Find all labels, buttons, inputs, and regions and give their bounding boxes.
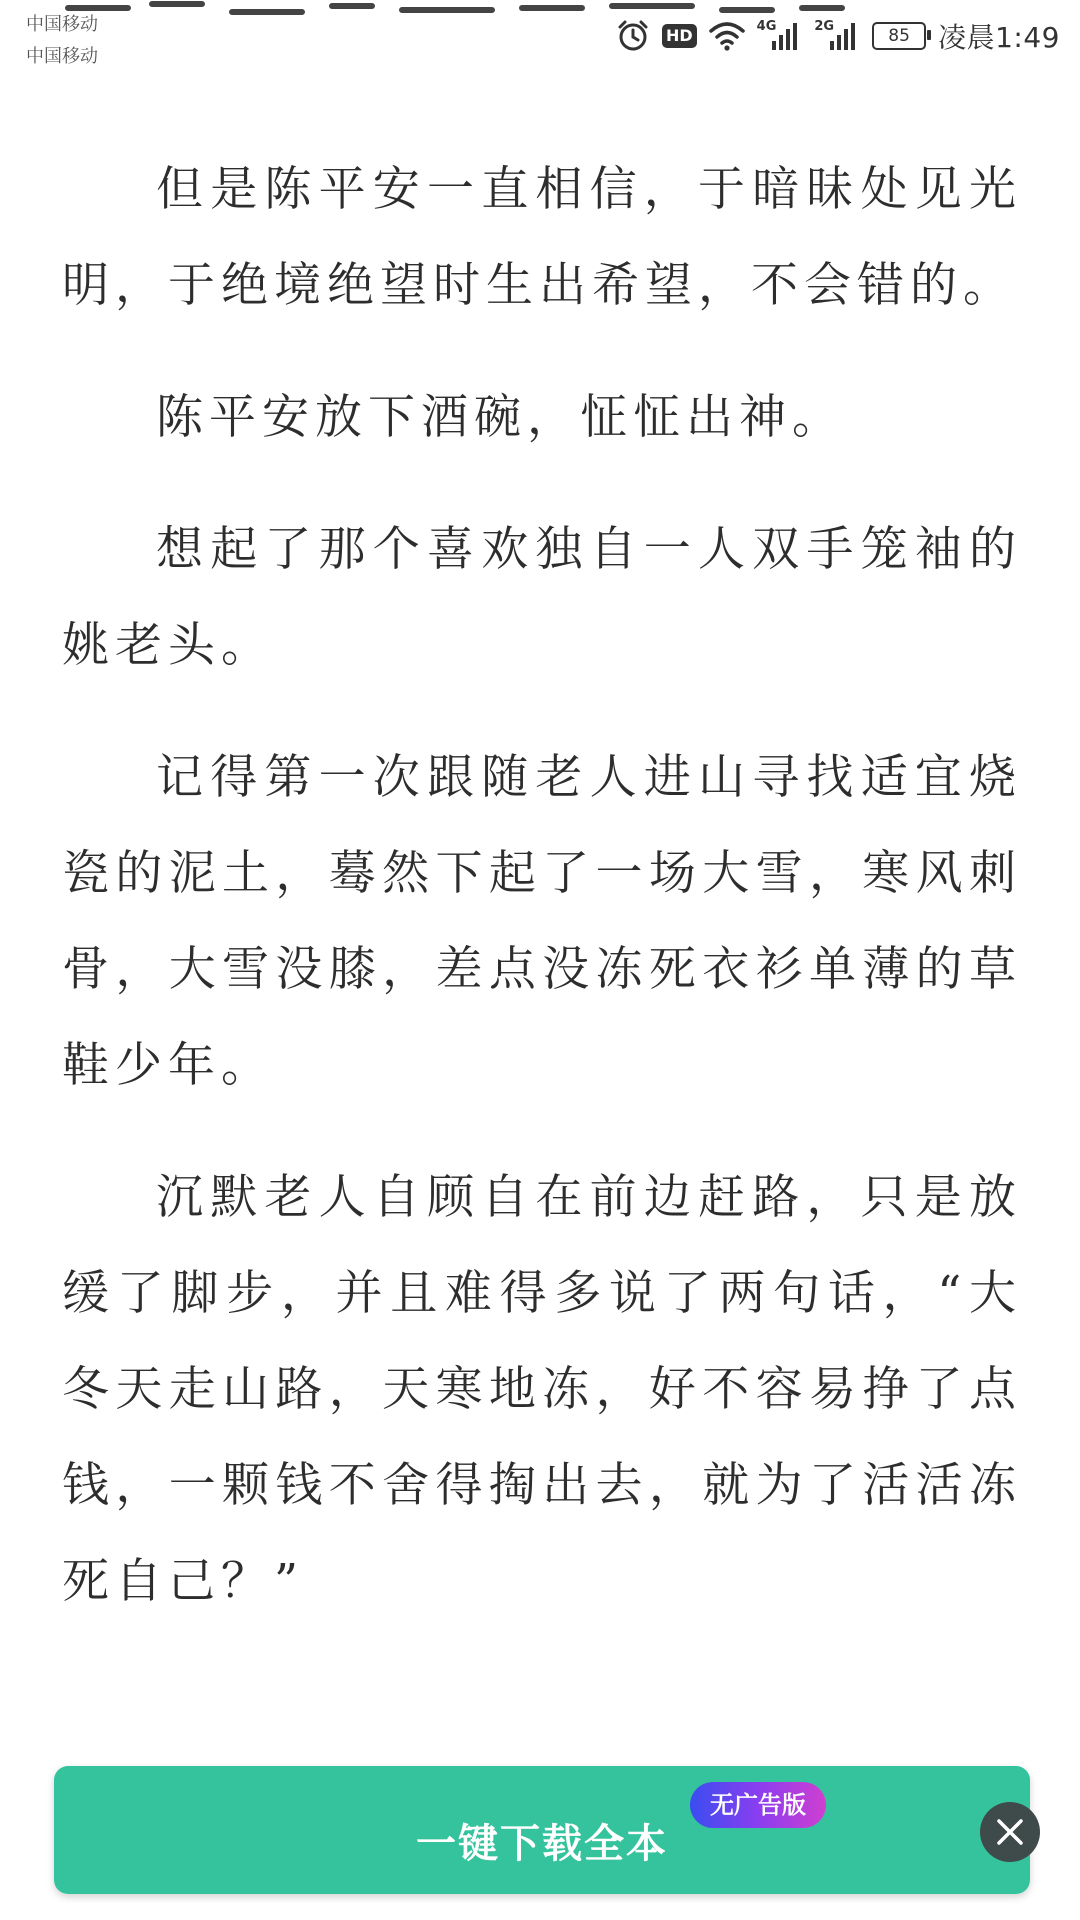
paragraph: 陈平安放下酒碗，怔怔出神。 <box>156 390 845 445</box>
close-banner-button[interactable] <box>980 1802 1040 1862</box>
carrier-label-1: 中国移动 <box>26 14 98 35</box>
reader-content[interactable] <box>62 0 1022 1920</box>
paragraph: 记得第一次跟随老人进山寻找适宜烧瓷的泥土，蓦然下起了一场大雪，寒风刺骨，大雪没膝，差点没冻死衣衫单薄的草鞋少年。 <box>62 750 1022 1093</box>
no-ads-badge: 无广告版 <box>690 1782 826 1828</box>
close-icon <box>995 1817 1025 1847</box>
battery-level: 85 <box>888 26 910 46</box>
network-2g-label: 2G <box>814 18 835 34</box>
paragraph: 沉默老人自顾自在前边赶路，只是放缓了脚步，并且难得多说了两句话，“大冬天走山路，天寒地冻，好不容易挣了点钱，一颗钱不舍得掏出去，就为了活活冻死自己？” <box>62 1170 1022 1609</box>
battery-icon <box>872 22 926 50</box>
download-full-book-banner[interactable] <box>54 1766 1030 1894</box>
alarm-icon <box>616 19 650 53</box>
hd-icon: HD <box>662 24 697 48</box>
wifi-icon <box>709 21 745 51</box>
signal-4g-icon <box>756 18 803 51</box>
status-bar <box>0 0 1080 72</box>
clock: 凌晨1:49 <box>938 21 1060 54</box>
paragraph: 但是陈平安一直相信，于暗昧处见光明，于绝境绝望时生出希望，不会错的。 <box>62 162 1022 313</box>
paragraph: 想起了那个喜欢独自一人双手笼袖的姚老头。 <box>62 522 1022 673</box>
network-4g-label: 4G <box>756 18 777 34</box>
status-icons <box>616 14 1060 58</box>
download-button-label[interactable]: 一键下载全本 <box>416 1820 668 1867</box>
signal-2g-icon <box>814 18 860 51</box>
carrier-label-2: 中国移动 <box>26 46 98 67</box>
